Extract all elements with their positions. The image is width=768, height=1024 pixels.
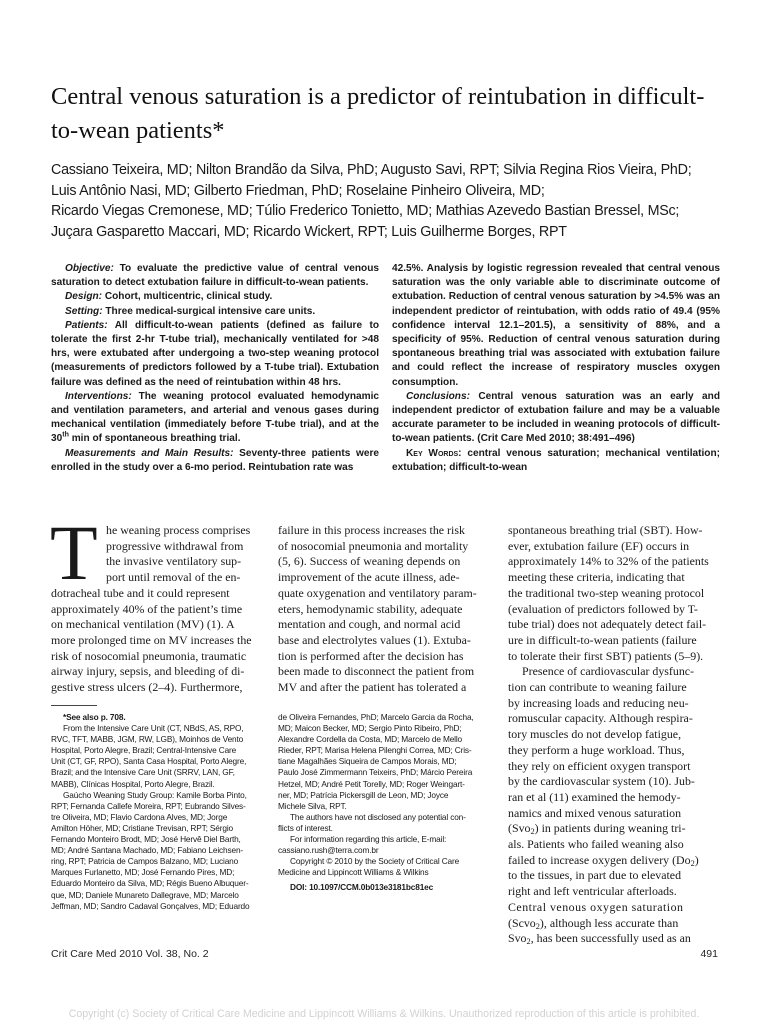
abstract-objective: Objective: To evaluate the predictive value of central venous saturation to detect extubation failure in difficult-to-wean patients.: [51, 263, 379, 289]
author-line: Cassiano Teixeira, MD; Nilton Brandão da Silva, PhD; Augusto Savi, RPT; Silvia Regina Rios Vieira, PhD;: [51, 162, 692, 178]
journal-citation: Crit Care Med 2010 Vol. 38, No. 2: [51, 948, 209, 960]
abstract-objective-label: Objective:: [65, 263, 114, 274]
footnote-line: Marques Furlanetto, MD; José Fernando Pires, MD;: [51, 867, 235, 878]
body-line: meeting these criteria, indicating that: [508, 570, 685, 585]
body-line: (5, 6). Success of weaning depends on: [278, 554, 461, 569]
body-line: progressive withdrawal from: [106, 538, 244, 553]
abstract-interventions: Interventions: The weaning protocol evaluated hemodynamic and ventilation parameters, and arterial and venous gases during mechanical ventilation (immediately before T-tube trial), and at the 30th min of spontaneous breathing trial.: [51, 390, 379, 445]
body-line: airway injury, sepsis, and bleeding of di-: [51, 664, 245, 679]
footnote-line: Gaúcho Weaning Study Group: Kamile Borba Pinto,: [63, 789, 247, 800]
abstract-keywords: Key Words: central venous saturation; mechanical ventilation; extubation; difficult-to-wean: [392, 447, 720, 473]
body-line: risk of nosocomial pneumonia, traumatic: [51, 648, 247, 663]
body-line: improvement of the acute illness, ade-: [278, 570, 460, 585]
footnote-line: Jeffman, MD; Sandro Cadaval Gonçalves, MD; Eduardo: [51, 900, 250, 911]
abstract-design-label: Design:: [65, 291, 103, 303]
body-line: tube trial) does not adequately detect fail-: [508, 617, 707, 632]
footnote-column-1: [51, 712, 266, 912]
footnote-line: From the Intensive Care Unit (CT, NBdS, AS, RPO,: [63, 723, 244, 734]
footnote-line: Hetzel, MD; André Petit Torelly, MD; Roger Weingart-: [278, 778, 465, 789]
body-line: on mechanical ventilation (MV) (1). A: [51, 617, 235, 632]
body-line: quate oxygenation and ventilatory param-: [278, 585, 477, 600]
body-line: tory muscles do not develop fatigue,: [508, 727, 682, 742]
author-line: Luis Antônio Nasi, MD; Gilberto Friedman, PhD; Roselaine Pinheiro Oliveira, MD;: [51, 182, 545, 199]
body-line: Central venous oxygen saturation: [508, 899, 684, 914]
body-line: to tolerate their first SBT) patients (5–9).: [508, 648, 704, 663]
body-line: they rely on efficient oxygen transport: [508, 758, 691, 773]
footnote-line: Copyright © 2010 by the Society of Critical Care: [290, 856, 460, 867]
footnote-line: tiane Magalhães Siqueira de Campos Morais, MD;: [278, 756, 457, 767]
footnote-email-link[interactable]: cassiano.rush@terra.com.br: [278, 845, 379, 856]
body-line: ure in difficult-to-wean patients (failure: [508, 632, 697, 647]
footnote-line: Paulo José Zimmermann Teixeirs, PhD; Márcio Pereira: [278, 767, 473, 778]
abstract-setting-label: Setting:: [65, 305, 103, 317]
footnote-line: RPT; Fernanda Callefe Moreira, RPT; Eubrando Silves-: [51, 800, 246, 811]
body-line: romuscular capacity. Although respira-: [508, 711, 693, 726]
footnote-line: Brazil; and the Intensive Care Unit (SRRV, LAN, GF,: [51, 767, 235, 778]
body-line: gestive stress ulcers (2–4). Furthermore,: [51, 680, 243, 695]
author-list: [51, 160, 741, 242]
footnote-line: Fernando Monteiro Brodt, MD; José Hervê Diel Barth,: [51, 834, 241, 845]
footnote-doi: DOI: 10.1097/CCM.0b013e3181bc81ec: [290, 882, 434, 893]
body-line: als. Patients who failed weaning also: [508, 837, 684, 852]
body-line: base and electrolytes values (1). Extuba-: [278, 632, 471, 647]
body-line: to the tissues, in part due to elevated: [508, 868, 682, 883]
body-column-1: [51, 523, 266, 696]
body-line: spontaneous breathing trial (SBT). How-: [508, 523, 703, 537]
copyright-notice: Copyright (c) Society of Critical Care Medicine and Lippincott Williams & Wilkins. Unauthorized reproduction of this article is prohibited.: [68, 1008, 700, 1020]
page-number: 491: [700, 948, 718, 960]
body-line: approximately 40% of the patient’s time: [51, 601, 243, 616]
body-line: (Scvo$_2$), although less accurate than: [508, 915, 679, 931]
abstract-patients: Patients: All difficult-to-wean patients (defined as failure to tolerate the first 2-hr T-tube trial), mechanically ventilated for >48 hrs, were extubated after undergoing a two-step weaning protocol (measurements of predictors followed by a T-tube trial). Extubation failure was defined as the need of reintubation within 48 hrs.: [51, 319, 379, 388]
footnote-line: MABB), Clínicas Hospital, Porto Alegre, Brazil.: [51, 778, 215, 789]
footnote-line: MD; Maicon Becker, MD; Sergio Pinto Ribeiro, PhD;: [278, 723, 462, 734]
footnote-line: The authors have not disclosed any potential con-: [290, 811, 466, 822]
footnote-line: Rieder, RPT; Marisa Helena Pilenghi Correa, MD; Cris-: [278, 745, 472, 756]
footnote-line: Unit (CT, GF, RPO), Santa Casa Hospital, Porto Alegre,: [51, 756, 247, 767]
body-line: mentation and cough, and normal acid: [278, 617, 461, 632]
abstract-conclusions-label: Conclusions:: [406, 390, 470, 402]
footnote-line: For information regarding this article, E-mail:: [290, 834, 447, 845]
body-line: dotracheal tube and it could represent: [51, 585, 230, 600]
footnote-line: flicts of interest.: [278, 822, 333, 833]
footnote-line: ner, MD; Patrícia Pickersgill de Leon, MD; Joyce: [278, 789, 449, 800]
abstract-keywords-label: Key Words:: [406, 447, 462, 459]
body-line: by increasing loads and reducing neu-: [508, 695, 689, 710]
footnote-line: tre Oliveira, MD; Flavio Cardona Alves, MD; Jorge: [51, 811, 228, 822]
body-line: namics and mixed venous saturation: [508, 805, 682, 820]
body-column-2: [278, 523, 493, 696]
body-line: ran et al (11) examined the hemody-: [508, 789, 681, 804]
footnote-line: Medicine and Lippincott Williams & Wilkins: [278, 867, 429, 878]
footnote-line: MD; André Santana Machado, MD; Fabiano Leichsen-: [51, 845, 244, 856]
body-line: they perform a huge workload. Thus,: [508, 742, 685, 757]
abstract-left-column: [51, 262, 379, 475]
footnote-line: Hospital, Porto Alegre, Brazil; Central-Intensive Care: [51, 745, 237, 756]
footnote-line: Michele Silva, RPT.: [278, 800, 347, 811]
body-line: by the cardiovascular system (10). Jub-: [508, 774, 695, 789]
footnote-line: RVC, TFT, MABB, JGM, RW, LGB), Moinhos de Vento: [51, 734, 244, 745]
body-line: Svo$_2$, has been successfully used as an: [508, 931, 691, 947]
body-line: right and left ventricular afterloads.: [508, 884, 677, 899]
abstract-right-column: [392, 262, 720, 475]
body-line: port until removal of the en-: [106, 570, 241, 585]
body-line: tion can contribute to weaning failure: [508, 680, 687, 695]
body-line: the traditional two-step weaning protocol: [508, 585, 705, 600]
body-line: tion is performed after the decision has: [278, 648, 464, 663]
footnote-line: Alexandre Cordella da Costa, MD; Marcelo de Mello: [278, 734, 463, 745]
abstract-setting: Setting: Three medical-surgical intensive care units.: [65, 305, 316, 317]
body-line: eters, hemodynamic stability, adequate: [278, 601, 463, 616]
author-line: Ricardo Viegas Cremonese, MD; Túlio Frederico Tonietto, MD; Mathias Azevedo Bastian Bressel, MSc;: [51, 203, 680, 219]
footnote-column-2: [278, 712, 493, 894]
body-line: of nosocomial pneumonia and mortality: [278, 538, 469, 553]
abstract-results-label: Measurements and Main Results:: [65, 447, 234, 459]
footnote-line: Amilton Höher, MD; Cristiane Trevisan, RPT; Sérgio: [51, 822, 234, 833]
footnote-line: ring, RPT; Patricia de Campos Balzano, MD; Luciano: [51, 856, 239, 867]
abstract-patients-label: Patients:: [65, 319, 108, 331]
body-line: he weaning process comprises: [106, 523, 251, 537]
footnote-rule: [51, 705, 97, 706]
body-line: the invasive ventilatory sup-: [106, 554, 242, 569]
footnote-line: que, MD; Daniele Munareto Dallegrave, MD; Marcelo: [51, 889, 239, 900]
body-line: approximately 14% to 32% of the patients: [508, 554, 709, 569]
body-line: failed to increase oxygen delivery $(Do_2)$: [508, 852, 699, 868]
footnote-line: *See also p. 708.: [63, 712, 126, 722]
footnote-line: Eduardo Monteiro da Silva, MD; Régis Bueno Albuquer-: [51, 878, 249, 889]
body-line: more prolonged time on MV increases the: [51, 632, 252, 647]
body-line: Presence of cardiovascular dysfunc-: [522, 664, 695, 679]
author-line: Juçara Gasparetto Maccari, MD; Ricardo Wickert, RPT; Luis Guilherme Borges, RPT: [51, 223, 567, 240]
body-line: MV and after the patient has tolerated a: [278, 680, 467, 695]
article-title: Central venous saturation is a predictor of reintubation in difficult-to-wean patients*: [51, 83, 705, 144]
body-line: (evaluation of predictors followed by T-: [508, 601, 698, 616]
body-line: been made to disconnect the patient from: [278, 664, 475, 679]
abstract-conclusions: Conclusions: Central venous saturation was an early and independent predictor of extubation failure and may be a valuable accurate parameter to be included in weaning protocols of difficult-to-wean patients. (Crit Care Med 2010; 38:491–496): [392, 390, 720, 445]
abstract-design: Design: Cohort, multicentric, clinical study.: [65, 291, 273, 303]
body-line: (Svo$_2$) in patients during weaning tri-: [508, 821, 686, 837]
abstract-results-continued: 42.5%. Analysis by logistic regression revealed that central venous saturation was the only variable able to discriminate outcome of extubation. Reduction of central venous saturation by >4.5% was an independent predictor of reintubation, with odds ratio of 49.4 (95% confidence interval 12.1–201.5), a sensitivity of 88%, and a specificity of 95%. Reduction of central venous saturation during spontaneous breathing trial was associated with extubation failure and could reflect the increase of respiratory muscles oxygen consumption.: [392, 263, 720, 388]
body-line: failure in this process increases the risk: [278, 523, 465, 537]
body-column-3: [508, 523, 720, 947]
footnote-line: de Oliveira Fernandes, PhD; Marcelo Garcia da Rocha,: [278, 712, 474, 722]
abstract-results: Measurements and Main Results: Seventy-three patients were enrolled in the study over a 6-mo period. Reintubation rate was: [51, 447, 379, 473]
body-line: ever, extubation failure (EF) occurs in: [508, 538, 690, 553]
abstract-interventions-label: Interventions:: [65, 390, 132, 402]
drop-cap: T: [50, 509, 98, 596]
